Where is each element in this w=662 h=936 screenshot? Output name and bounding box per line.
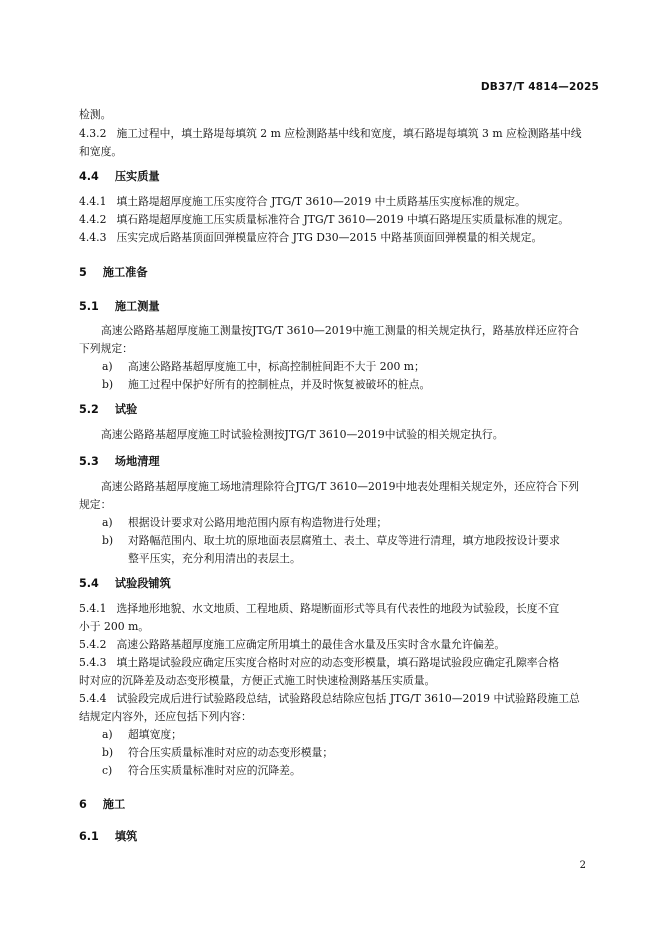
list-item: b) 符合压实质量标准时对应的动态变形模量； (102, 746, 334, 759)
paragraph-line: 高速公路路基超厚度施工测量按JTG/T 3610—2019中施工测量的相关规定执行，路基放样还应符合 (101, 324, 580, 337)
heading-6: 6 施工 (79, 798, 126, 811)
clause-4-4-1: 4.4.1 填土路堤超厚度施工压实度符合 JTG/T 3610—2019 中土质路基压实度标准的规定。 (79, 195, 526, 208)
heading-5: 5 施工准备 (79, 266, 148, 279)
list-item: b) 对路幅范围内、取土坑的原地面表层腐殖土、表土、草皮等进行清理，填方地段按设计要求 (102, 534, 560, 547)
heading-5-1: 5.1 施工测量 (79, 300, 160, 313)
text-line: 和宽度。 (79, 145, 123, 158)
text-line: 结规定内容外，还应包括下列内容： (79, 710, 252, 723)
list-item: a) 根据设计要求对公路用地范围内原有构造物进行处理； (102, 516, 388, 529)
text-line: 检测。 (79, 108, 112, 121)
clause-4-3-2: 4.3.2 施工过程中，填土路堤每填筑 2 m 应检测路基中线和宽度，填石路堤每填筑 3 m 应检测路基中线 (79, 127, 582, 140)
paragraph-line: 高速公路路基超厚度施工场地清理除符合JTG/T 3610—2019中地表处理相关规定外，还应符合下列 (101, 480, 580, 493)
clause-5-4-4: 5.4.4 试验段完成后进行试验路段总结，试验路段总结除应包括 JTG/T 3610—2019 中试验路段施工总 (79, 692, 580, 705)
heading-4-4: 4.4 压实质量 (79, 170, 160, 183)
clause-4-4-2: 4.4.2 填石路堤超厚度施工压实质量标准符合 JTG/T 3610—2019 中填石路堤压实质量标准的规定。 (79, 213, 570, 226)
list-item: c) 符合压实质量标准时对应的沉降差。 (102, 764, 301, 777)
paragraph-line: 规定： (79, 498, 112, 511)
list-item: b) 施工过程中保护好所有的控制桩点，并及时恢复被破坏的桩点。 (102, 378, 431, 391)
clause-5-4-2: 5.4.2 高速公路路基超厚度施工应确定所用填土的最佳含水量及压实时含水量允许偏差。 (79, 638, 506, 651)
page-number: 2 (579, 860, 586, 871)
clause-number: 4.3.2 (79, 127, 107, 140)
paragraph-line: 高速公路路基超厚度施工时试验检测按JTG/T 3610—2019中试验的相关规定执行。 (101, 428, 504, 441)
text-line: 小于 200 m。 (79, 620, 150, 633)
clause-5-4-1: 5.4.1 选择地形地貌、水文地质、工程地质、路堤断面形式等具有代表性的地段为试验段，长度不宜 (79, 602, 560, 615)
text-line: 时对应的沉降差及动态变形模量，方便正式施工时快速检测路基压实质量。 (79, 674, 436, 687)
list-item: a) 高速公路路基超厚度施工中，标高控制桩间距不大于 200 m； (102, 360, 425, 373)
heading-5-2: 5.2 试验 (79, 403, 138, 416)
clause-5-4-3: 5.4.3 填土路堤试验段应确定压实度合格时对应的动态变形模量，填石路堤试验段应确定孔隙率合格 (79, 656, 560, 669)
document-code-header: DB37/T 4814—2025 (480, 81, 599, 93)
paragraph-line: 下列规定： (79, 342, 133, 355)
heading-5-4: 5.4 试验段铺筑 (79, 577, 171, 590)
heading-6-1: 6.1 填筑 (79, 830, 138, 843)
heading-5-3: 5.3 场地清理 (79, 455, 160, 468)
list-item: a) 超填宽度； (102, 728, 182, 741)
list-item-continued: 整平压实，充分利用清出的表层土。 (128, 552, 301, 565)
clause-4-4-3: 4.4.3 压实完成后路基顶面回弹模量应符合 JTG D30—2015 中路基顶面回弹模量的相关规定。 (79, 231, 543, 244)
